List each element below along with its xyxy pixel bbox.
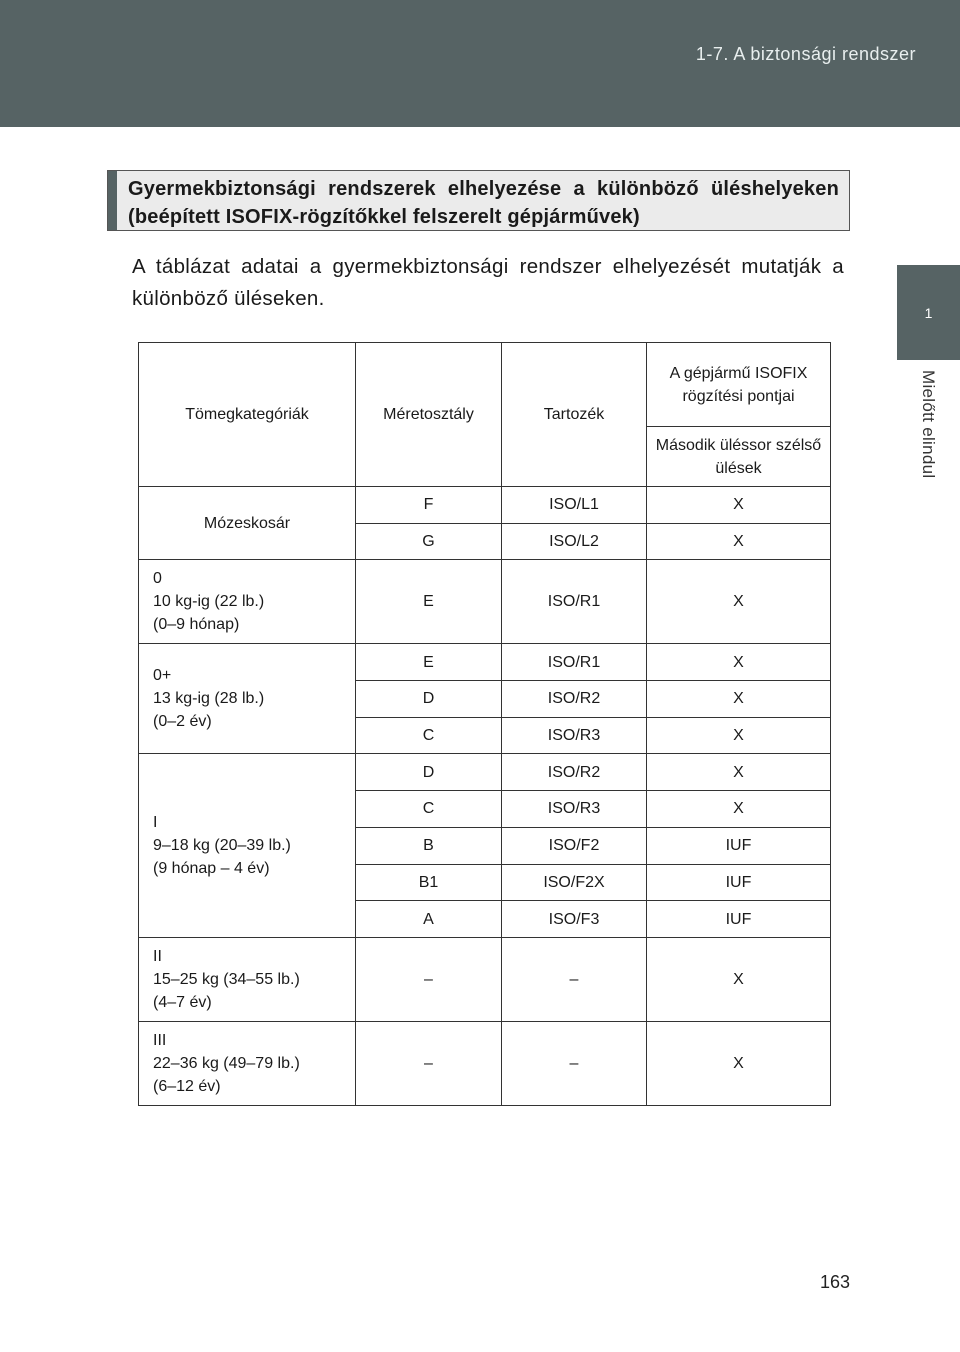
fixture-cell: –	[502, 937, 647, 1021]
weight-category-line: (6–12 év)	[153, 1077, 221, 1095]
fixture-cell: ISO/R1	[502, 644, 647, 681]
weight-category-line: 22–36 kg (49–79 lb.)	[153, 1054, 300, 1072]
section-title: 1-7. A biztonsági rendszer	[695, 44, 916, 64]
weight-category-line: I	[153, 814, 158, 832]
fixture-cell: ISO/R2	[502, 681, 647, 718]
fixture-cell: ISO/F2X	[502, 864, 647, 901]
fixture-cell: ISO/R3	[502, 791, 647, 828]
isofix-position-cell: X	[647, 523, 831, 560]
table-row	[139, 754, 831, 791]
weight-category-cell	[139, 937, 356, 1021]
weight-category-line: (4–7 év)	[153, 993, 212, 1011]
table-row	[139, 937, 831, 1021]
weight-category-cell	[139, 754, 356, 937]
size-class-cell: B	[356, 827, 502, 864]
isofix-position-cell: X	[647, 560, 831, 644]
fixture-cell: ISO/L1	[502, 487, 647, 524]
weight-category-line: (0–9 hónap)	[153, 616, 240, 634]
weight-category-cell	[139, 1021, 356, 1105]
chapter-number: 1	[924, 304, 933, 321]
fixture-cell: ISO/R3	[502, 717, 647, 754]
isofix-position-cell: X	[647, 487, 831, 524]
header-weight: Tömegkategóriák	[139, 343, 356, 487]
table-row	[139, 1021, 831, 1105]
size-class-cell: E	[356, 644, 502, 681]
fixture-cell: ISO/R1	[502, 560, 647, 644]
weight-category-cell	[139, 560, 356, 644]
header-seat: Második üléssor szélső ülések	[647, 427, 831, 487]
section-heading-box	[107, 170, 850, 231]
table-row	[139, 644, 831, 681]
fixture-cell: ISO/R2	[502, 754, 647, 791]
isofix-position-cell: IUF	[647, 864, 831, 901]
table-row	[139, 487, 831, 524]
fixture-cell: ISO/F2	[502, 827, 647, 864]
isofix-position-cell: X	[647, 754, 831, 791]
heading-accent-bar	[108, 171, 117, 230]
weight-category-line: 0+	[153, 667, 172, 685]
weight-category-line: 9–18 kg (20–39 lb.)	[153, 837, 291, 855]
table-row	[139, 560, 831, 644]
fixture-cell: –	[502, 1021, 647, 1105]
size-class-cell: D	[356, 754, 502, 791]
header-fixture: Tartozék	[502, 343, 647, 487]
header-isofix: A gépjármű ISOFIX rögzítési pontjai	[647, 343, 831, 427]
weight-category-line: (9 hónap – 4 év)	[153, 860, 270, 878]
weight-category-cell	[139, 644, 356, 754]
chapter-label: Mielőtt elindul	[919, 370, 938, 479]
size-class-cell: C	[356, 791, 502, 828]
size-class-cell: –	[356, 937, 502, 1021]
weight-category-cell	[139, 487, 356, 560]
header-band	[0, 0, 960, 127]
weight-category-line: (0–2 év)	[153, 713, 212, 731]
size-class-cell: F	[356, 487, 502, 524]
chapter-tab	[897, 265, 960, 360]
size-class-cell: C	[356, 717, 502, 754]
weight-category-line: III	[153, 1031, 167, 1049]
isofix-position-cell: IUF	[647, 901, 831, 938]
isofix-position-cell: X	[647, 937, 831, 1021]
size-class-cell: D	[356, 681, 502, 718]
weight-category-line: 10 kg-ig (22 lb.)	[153, 593, 265, 611]
size-class-cell: E	[356, 560, 502, 644]
section-heading: Gyermekbiztonsági rendszerek elhelyezése a különböző üléshelyeken (beépített ISOFIX-rögzítőkkel felszerelt gépjárművek)	[128, 178, 839, 228]
size-class-cell: –	[356, 1021, 502, 1105]
weight-category-line: II	[153, 947, 162, 965]
fixture-cell: ISO/F3	[502, 901, 647, 938]
isofix-position-cell: X	[647, 791, 831, 828]
isofix-position-cell: X	[647, 644, 831, 681]
isofix-position-cell: IUF	[647, 827, 831, 864]
weight-category-line: 13 kg-ig (28 lb.)	[153, 690, 265, 708]
page-number: 163	[820, 1272, 851, 1292]
header-size: Méretosztály	[356, 343, 502, 487]
fixture-cell: ISO/L2	[502, 523, 647, 560]
weight-category-line: Mózeskosár	[203, 514, 291, 532]
isofix-position-cell: X	[647, 681, 831, 718]
size-class-cell: G	[356, 523, 502, 560]
isofix-table	[138, 342, 831, 1106]
weight-category-line: 0	[153, 570, 162, 588]
isofix-position-cell: X	[647, 1021, 831, 1105]
isofix-position-cell: X	[647, 717, 831, 754]
intro-paragraph: A táblázat adatai a gyermekbiztonsági rendszer elhelyezését mutatják a különböző üléseken.	[132, 255, 844, 310]
size-class-cell: B1	[356, 864, 502, 901]
weight-category-line: 15–25 kg (34–55 lb.)	[153, 970, 300, 988]
size-class-cell: A	[356, 901, 502, 938]
